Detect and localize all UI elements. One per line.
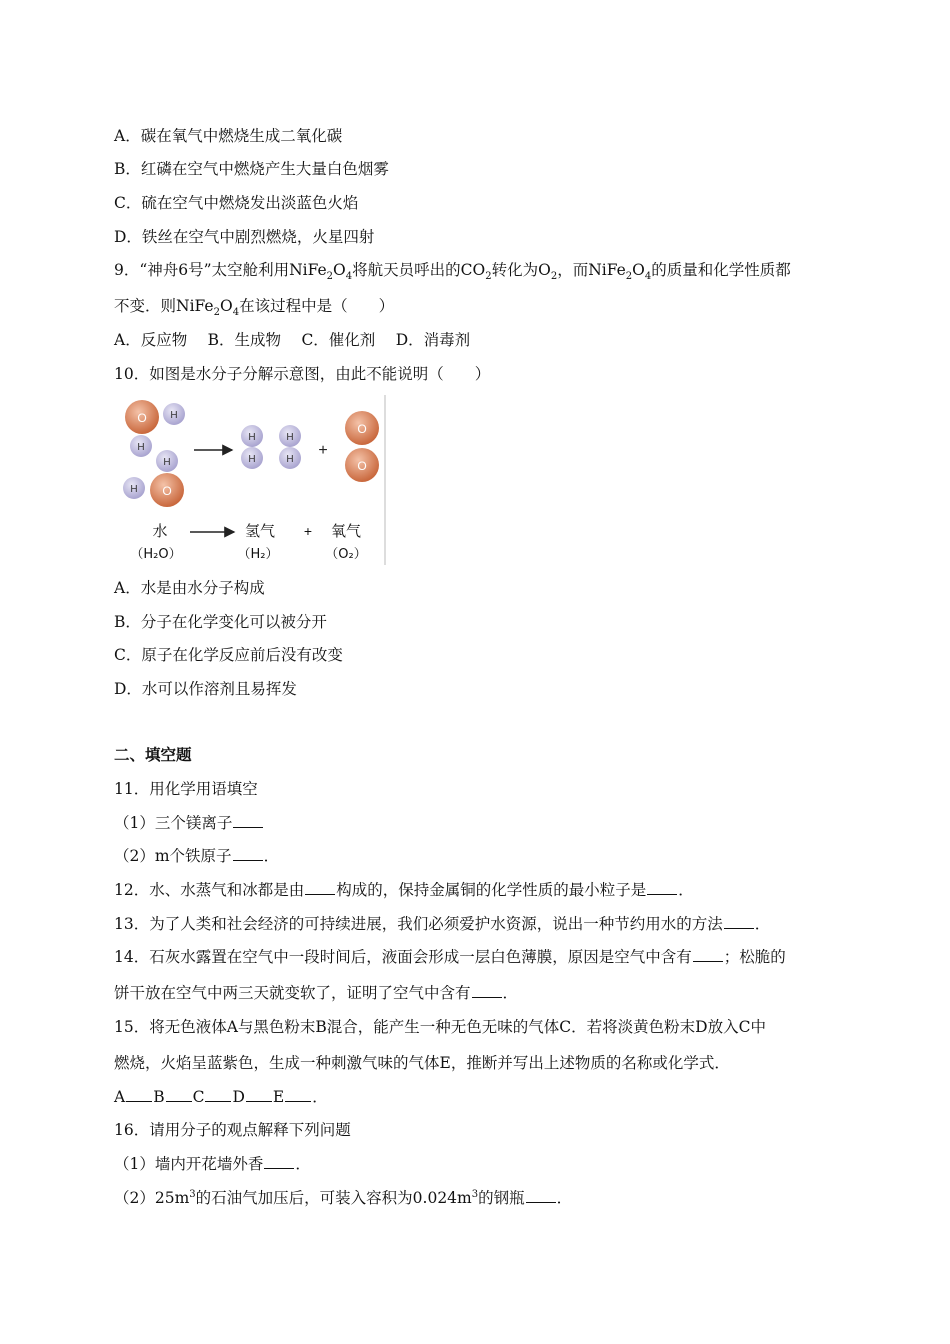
q13: 13．为了人类和社会经济的可持续进展，我们必须爱护水资源，说出一种节约用水的方法 ． <box>114 915 771 933</box>
answer-blank[interactable] <box>246 1087 272 1102</box>
answer-blank[interactable] <box>126 1087 152 1102</box>
q11-part1: （1）三个镁离子 <box>114 813 264 833</box>
hydrogen-molecule-2 <box>279 425 301 469</box>
q10-option-d: D．水可以作溶剂且易挥发 <box>114 680 297 698</box>
q8-option-c: C．硫在空气中燃烧发出淡蓝色火焰 <box>114 194 359 212</box>
answer-blank[interactable] <box>233 813 263 828</box>
hydrogen-molecule-1 <box>241 425 263 469</box>
svg-text:H: H <box>163 457 171 468</box>
svg-text:H: H <box>248 432 256 443</box>
svg-text:O: O <box>137 411 147 425</box>
svg-text:H: H <box>137 442 145 453</box>
svg-text:O: O <box>162 484 172 498</box>
q11-stem: 11．用化学用语填空 <box>114 780 258 798</box>
q15-line2: 燃烧，火焰呈蓝紫色，生成一种刺激气味的气体E，推断并写出上述物质的名称或化学式． <box>114 1054 730 1072</box>
formula-hydrogen: （H₂） <box>237 547 279 562</box>
q8-option-b: B．红磷在空气中燃烧产生大量白色烟雾 <box>114 160 389 178</box>
q16-part1: （1）墙内开花墙外香 ． <box>114 1155 311 1173</box>
answer-blank[interactable] <box>724 914 754 929</box>
label-hydrogen: 氢气 <box>244 522 276 540</box>
q14-line1: 14．石灰水露置在空气中一段时间后，液面会形成一层白色薄膜，原因是空气中含有 ；松脆的 <box>114 948 786 966</box>
q15-answers: A B C D E ． <box>114 1088 328 1106</box>
q8-option-a: A．碳在氧气中燃烧生成二氧化碳 <box>114 127 343 145</box>
q9-stem-line1: 9．“神舟6号”太空舱利用$NiFe_2O_4$将航天员呼出的$CO_2$转化为$O_2$，而$NiFe_2O_4$的质量和化学性质都 <box>114 261 791 283</box>
answer-blank[interactable] <box>305 880 335 895</box>
q9-options: A．反应物 B．生成物 C．催化剂 D．消毒剂 <box>114 331 471 349</box>
q8-option-d: D．铁丝在空气中剧烈燃烧，火星四射 <box>114 228 375 246</box>
q14-line2: 饼干放在空气中两三天就变软了，证明了空气中含有 ． <box>114 984 519 1002</box>
label-oxygen: 氧气 <box>330 522 362 540</box>
q11-part2: （2）m个铁原子 ． <box>114 847 280 865</box>
answer-blank[interactable] <box>693 947 723 962</box>
q10-option-a: A．水是由水分子构成 <box>114 579 265 597</box>
answer-blank[interactable] <box>233 846 263 861</box>
answer-blank[interactable] <box>264 1154 294 1169</box>
q16-part2: $(2)25m^3$的石油气加压后，可装入容积为$0.024m^3$的钢瓶 ． <box>114 1188 573 1207</box>
q16-stem: 16．请用分子的观点解释下列问题 <box>114 1121 351 1139</box>
plus-sign: + <box>318 442 328 459</box>
q15-line1: 15．将无色液体A与黑色粉末B混合，能产生一种无色无味的气体C．若将淡黄色粉末D放入C中 <box>114 1018 766 1036</box>
oxygen-molecule <box>345 411 379 482</box>
svg-text:H: H <box>248 454 256 465</box>
svg-text:H: H <box>286 454 294 465</box>
q10-option-c: C．原子在化学反应前后没有改变 <box>114 646 343 664</box>
svg-text:H: H <box>170 410 178 421</box>
q10-stem: 10．如图是水分子分解示意图，由此不能说明（ ） <box>114 365 491 383</box>
q10-option-b: B．分子在化学变化可以被分开 <box>114 613 327 631</box>
label-plus: + <box>303 523 313 539</box>
label-water: 水 <box>152 522 168 540</box>
q9-stem-line2: 不变．则$NiFe_2O_4$在该过程中是（ ） <box>114 297 395 319</box>
water-decomposition-diagram <box>114 395 386 565</box>
svg-text:O: O <box>357 422 367 436</box>
svg-text:H: H <box>130 484 138 495</box>
formula-oxygen: （O₂） <box>325 547 367 562</box>
answer-blank[interactable] <box>472 983 502 998</box>
answer-blank[interactable] <box>205 1087 231 1102</box>
answer-blank[interactable] <box>285 1087 311 1102</box>
formula-water: （H₂O） <box>130 547 182 562</box>
water-molecule-2 <box>123 450 184 507</box>
section-title: 二、填空题 <box>114 746 192 764</box>
answer-blank[interactable] <box>647 880 677 895</box>
q12: 12．水、水蒸气和冰都是由 构成的，保持金属铜的化学性质的最小粒子是 ． <box>114 881 694 899</box>
water-molecule-1 <box>125 400 185 457</box>
svg-text:H: H <box>286 432 294 443</box>
svg-text:O: O <box>357 459 367 473</box>
answer-blank[interactable] <box>526 1188 556 1203</box>
answer-blank[interactable] <box>166 1087 192 1102</box>
